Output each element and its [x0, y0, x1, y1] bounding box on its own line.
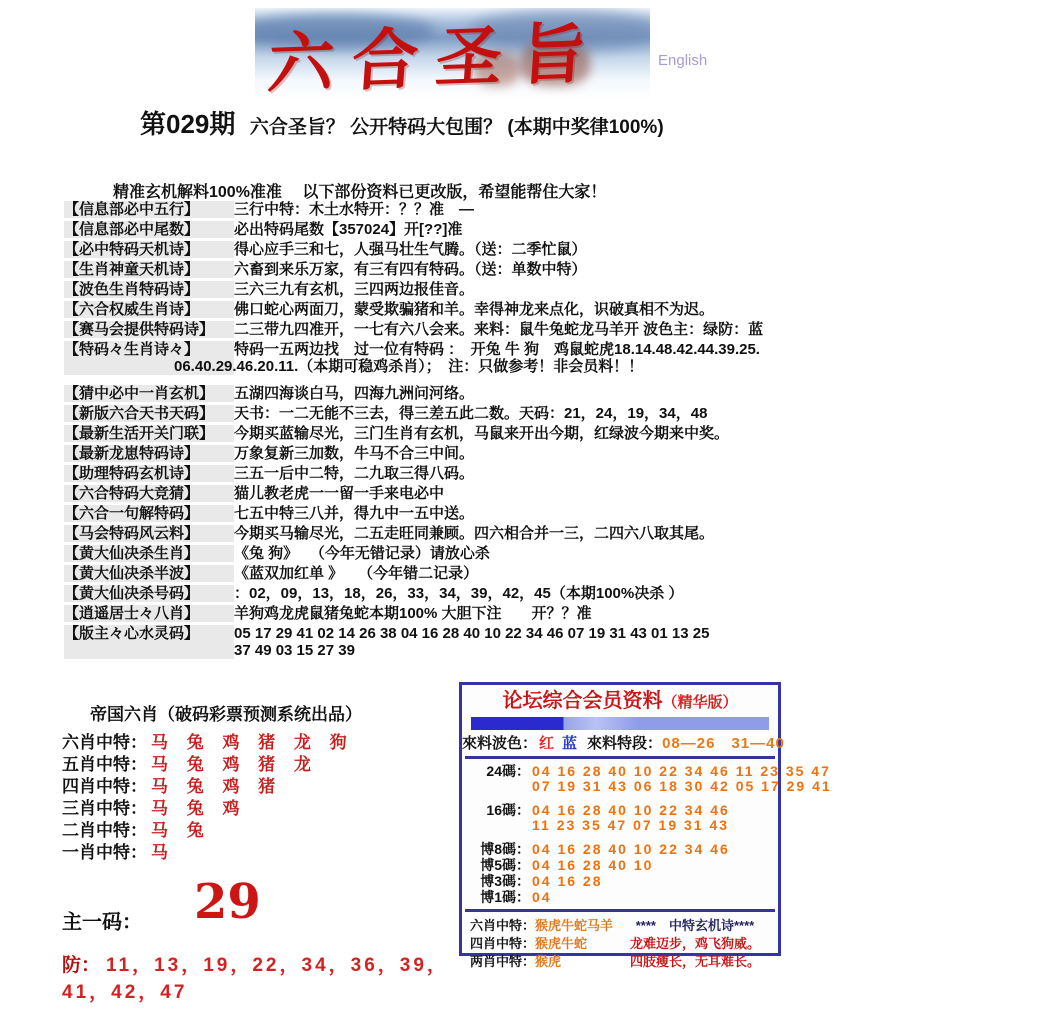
tip-row [64, 445, 999, 462]
tip-label: 【六合权威生肖诗】 [64, 301, 234, 318]
tip-label: 【赛马会提供特码诗】 [64, 321, 234, 338]
tip-label: 【猜中必中一肖玄机】 [64, 385, 234, 402]
code-row-line1: 04 16 28 40 10 22 34 46 [532, 841, 730, 857]
tip-label: 【波色生肖特码诗】 [64, 281, 234, 298]
tip-text [234, 405, 999, 422]
tip-text-line1: 七五中特三八并，得九中一五中送。 [234, 505, 475, 522]
tip-label: 【必中特码天机诗】 [64, 241, 234, 258]
wave-blue-value: 蓝 [562, 735, 578, 752]
tip-text-line1: 得心应手三和七，人强马壮生气腾。（送：二季忙鼠） [234, 241, 587, 258]
forum-box-title-text: 论坛综合会员资料 [502, 690, 663, 712]
tip-text-line1: 《兔 狗》 （今年无错记录）请放心杀 [234, 545, 490, 562]
tip-text [234, 565, 999, 582]
tip-text [234, 261, 999, 278]
wave-label: 來料波色： [462, 735, 538, 752]
tip-row [64, 625, 999, 659]
wave-red-value: 红 [539, 735, 555, 752]
code-row-values [530, 803, 730, 833]
tip-text-line1: 羊狗鸡龙虎鼠猪兔蛇本期100% 大胆下注 开？？准 [234, 605, 592, 622]
tip-text [234, 585, 999, 602]
tip-label: 【最新龙崽特码诗】 [64, 445, 234, 462]
box-bottom [462, 912, 778, 971]
diguo-row [62, 842, 462, 864]
tip-row [64, 585, 999, 602]
zodiac-column [470, 917, 616, 971]
zodiac-row [470, 935, 616, 953]
diguo-row-value: 马 兔 [151, 821, 211, 840]
brand-title: 六合圣旨 [265, 12, 607, 103]
zodiac-row-label: 六肖中特： [470, 918, 536, 933]
forum-box-title [462, 690, 778, 714]
tip-text-line1: 三行中特：木土水特开：？？准 — [234, 201, 475, 218]
tip-text-line1: 《蓝双加红单 》 （今年错二记录） [234, 565, 479, 582]
code-row-line1: 04 16 28 40 10 [532, 857, 654, 873]
tip-text [234, 221, 999, 238]
tip-label: 【黄大仙决杀半波】 [64, 565, 234, 582]
poem-line: 四肢瘦长，无耳难长。 [629, 954, 760, 969]
guard-label: 防： [62, 955, 101, 976]
tip-text-line2: 37 49 03 15 27 39 [234, 642, 355, 659]
diguo-row [62, 776, 462, 798]
tip-row [64, 405, 999, 422]
forum-box-title-suffix: （精华版） [662, 694, 738, 711]
tip-text [234, 241, 999, 258]
zodiac-row-value: 猴虎 [535, 954, 562, 969]
gradient-bar [471, 717, 769, 730]
code-rows [462, 759, 832, 905]
tip-label: 【特码々生肖诗々】 [64, 341, 234, 375]
code-row-label: 博3碼： [480, 873, 530, 889]
zodiac-row-label: 四肖中特： [470, 936, 536, 951]
code-row-label: 24碼： [486, 763, 530, 779]
tip-label: 【版主々心水灵码】 [64, 625, 234, 659]
tip-label: 【信息部必中尾数】 [64, 221, 234, 238]
guard-numbers: 11，13，19，22，34，36，39，41，42，47 [62, 955, 449, 1003]
code-row [468, 763, 832, 794]
tip-text [234, 201, 999, 218]
tip-text [234, 445, 999, 462]
diguo-row [62, 798, 462, 820]
tip-row [64, 221, 999, 238]
code-row-label: 博5碼： [480, 857, 530, 873]
tip-label: 【六合特码大竞猜】 [64, 485, 234, 502]
wave-row [462, 735, 785, 752]
tip-row [64, 485, 999, 502]
diguo-row-value: 马 兔 鸡 猪 龙 [151, 755, 318, 774]
tip-row [64, 241, 999, 258]
tip-label: 【黄大仙决杀生肖】 [64, 545, 234, 562]
tip-text-line1: 今期买蓝输尽光，三门生肖有玄机，马鼠来开出今期，红绿波今期来中奖。 [234, 425, 730, 442]
tip-row [64, 201, 999, 218]
code-row-line1: 04 [532, 889, 552, 905]
tip-row [64, 425, 999, 442]
diguo-row-label: 五肖中特： [62, 755, 147, 774]
tip-label: 【黄大仙决杀号码】 [64, 585, 234, 602]
diguo-section [62, 700, 462, 1004]
tip-row [64, 261, 999, 278]
tip-row [64, 321, 999, 338]
zodiac-row [470, 917, 616, 935]
poem-column [616, 917, 774, 971]
code-row-values [530, 874, 603, 889]
zodiac-row-value: 猴虎牛蛇 [535, 936, 588, 951]
zodiac-row [470, 953, 616, 971]
tip-row [64, 301, 999, 318]
tip-text-line1: 五湖四海谈白马，四海九洲问河络。 [234, 385, 475, 402]
tip-label: 【六合一句解特码】 [64, 505, 234, 522]
tip-text [234, 425, 999, 442]
code-row-label: 16碼： [486, 802, 530, 818]
tip-text [234, 385, 999, 402]
forum-member-box [459, 682, 832, 969]
code-row-line2: 07 19 31 43 06 18 30 42 05 17 29 41 [532, 778, 832, 794]
code-row-label: 博1碼： [480, 889, 530, 905]
code-row-line1: 04 16 28 [532, 873, 603, 889]
tip-text [234, 605, 999, 622]
tips-list [64, 201, 999, 662]
tip-label: 【最新生活开关门联】 [64, 425, 234, 442]
tip-text [234, 525, 999, 542]
segment-label: 來料特段： [587, 735, 663, 752]
tip-row [64, 565, 999, 582]
diguo-row-label: 六肖中特： [62, 733, 147, 752]
diguo-rows [62, 732, 462, 864]
tip-label: 【新版六合天书天码】 [64, 405, 234, 422]
diguo-row-label: 二肖中特： [62, 821, 147, 840]
subtitle-text: 六合圣旨？ 公开特码大包围？ (本期中奖律100%) [249, 117, 664, 138]
notice-line: 精准玄机解料100%准准 以下部份资料已更改版，希望能帮住大家！ [113, 184, 607, 201]
main-code-value: 29 [194, 874, 261, 930]
code-row-values [530, 842, 730, 857]
code-row [468, 874, 772, 889]
tip-text [234, 321, 999, 338]
segment-values: 08—26 31—40 [662, 735, 785, 752]
diguo-row-label: 三肖中特： [62, 799, 147, 818]
diguo-row-value: 马 兔 鸡 猪 [151, 777, 283, 796]
code-row-values [530, 764, 832, 794]
tip-text-line1: 猫儿教老虎一一留一手来电必中 [234, 485, 445, 502]
code-row [468, 890, 772, 905]
tip-text-line1: 必出特码尾数【357024】开[??]准 [234, 221, 463, 238]
tip-row [64, 605, 999, 622]
tip-text-line1: 六畜到来乐万家，有三有四有特码。（送：单数中特） [234, 261, 587, 278]
tip-text-line1: ：02，09，13，18，26，33，34，39，42，45（本期100%决杀 ） [234, 585, 684, 602]
diguo-row [62, 732, 462, 754]
tip-label: 【生肖神童天机诗】 [64, 261, 234, 278]
tip-text-line1: 今期买马输尽光，二五走旺同兼顾。四六相合并一三，二四六八取其尾。 [234, 525, 715, 542]
main-code-label: 主一码： [62, 911, 142, 934]
tip-text-line1: 二三带九四准开，一七有六八会来。来料：鼠牛兔蛇龙马羊开 波色主：绿防：蓝 [234, 321, 764, 338]
zodiac-row-label: 两肖中特： [470, 954, 536, 969]
code-row [468, 842, 772, 857]
diguo-row-value: 马 兔 鸡 [151, 799, 247, 818]
tip-text [234, 465, 999, 482]
code-row-values [530, 890, 552, 905]
tip-label: 【逍遥居士々八肖】 [64, 605, 234, 622]
tip-row [64, 525, 999, 542]
code-row-line2: 11 23 35 47 07 19 31 43 [532, 817, 730, 833]
poem-lines [616, 935, 774, 971]
tip-row [64, 545, 999, 562]
tip-row [64, 465, 999, 482]
diguo-title: 帝国六肖（破码彩票预测系统出品） [90, 705, 362, 724]
tip-text-line1: 三六三九有玄机，三四两边报佳音。 [234, 281, 475, 298]
code-row-line1: 04 16 28 40 10 22 34 46 11 23 35 47 [532, 763, 831, 779]
tip-text-line1: 万象复新三加数，牛马不合三中间。 [234, 445, 475, 462]
tip-text [234, 505, 999, 522]
tip-text [234, 485, 999, 502]
code-row-line1: 04 16 28 40 10 22 34 46 [532, 802, 730, 818]
diguo-row-value: 马 兔 鸡 猪 龙 狗 [151, 733, 354, 752]
diguo-row-label: 四肖中特： [62, 777, 147, 796]
diguo-row-value: 马 [151, 843, 175, 862]
tip-label: 【信息部必中五行】 [64, 201, 234, 218]
tip-text-line2: 06.40.29.46.20.11.（本期可稳鸡杀肖）； 注：只做参考！非会员料！！ [174, 358, 644, 375]
english-link[interactable]: English [658, 52, 708, 69]
tip-row [64, 505, 999, 522]
diguo-row [62, 820, 462, 842]
poem-title: **** 中特玄机诗**** [635, 918, 755, 933]
guard-row [62, 950, 462, 1004]
tip-text-line1: 05 17 29 41 02 14 26 38 04 16 28 40 10 22 34 46 07 19 31 43 01 13 25 [234, 625, 710, 642]
tip-text-line1: 三五一后中二特，二九取三得八码。 [234, 465, 475, 482]
tip-label: 【助理特码玄机诗】 [64, 465, 234, 482]
code-row-label: 博8碼： [480, 841, 530, 857]
tip-text [234, 545, 999, 562]
poem-line: 龙难迈步，鸡飞狗威。 [629, 936, 760, 951]
tip-text [234, 281, 999, 298]
tip-text-line1: 天书：一二无能不三去，得三差五此二数。天码：21，24，19，34，48 [234, 405, 708, 422]
code-row [468, 858, 772, 873]
diguo-row [62, 754, 462, 776]
tip-row [64, 281, 999, 298]
code-row [468, 803, 772, 833]
code-row-values [530, 858, 653, 873]
issue-number: 第029期 [140, 109, 236, 139]
tip-text [174, 341, 999, 375]
tip-text-line1: 特码一五两边找 过一位有特码 ： 开兔 牛 狗 鸡鼠蛇虎18.14.48.42.44.39.25. [234, 341, 760, 358]
tip-row [64, 385, 999, 402]
diguo-row-label: 一肖中特： [62, 843, 147, 862]
tip-text [234, 301, 999, 318]
main-code-row [62, 874, 462, 936]
tip-row [64, 341, 999, 375]
tip-text [234, 625, 999, 659]
tip-label: 【马会特码风云料】 [64, 525, 234, 542]
zodiac-row-value: 猴虎牛蛇马羊 [535, 918, 614, 933]
issue-subtitle [140, 104, 664, 141]
tip-text-line1: 佛口蛇心两面刀，蒙受欺骗猪和羊。幸得神龙来点化，识破真相不为迟。 [234, 301, 715, 318]
